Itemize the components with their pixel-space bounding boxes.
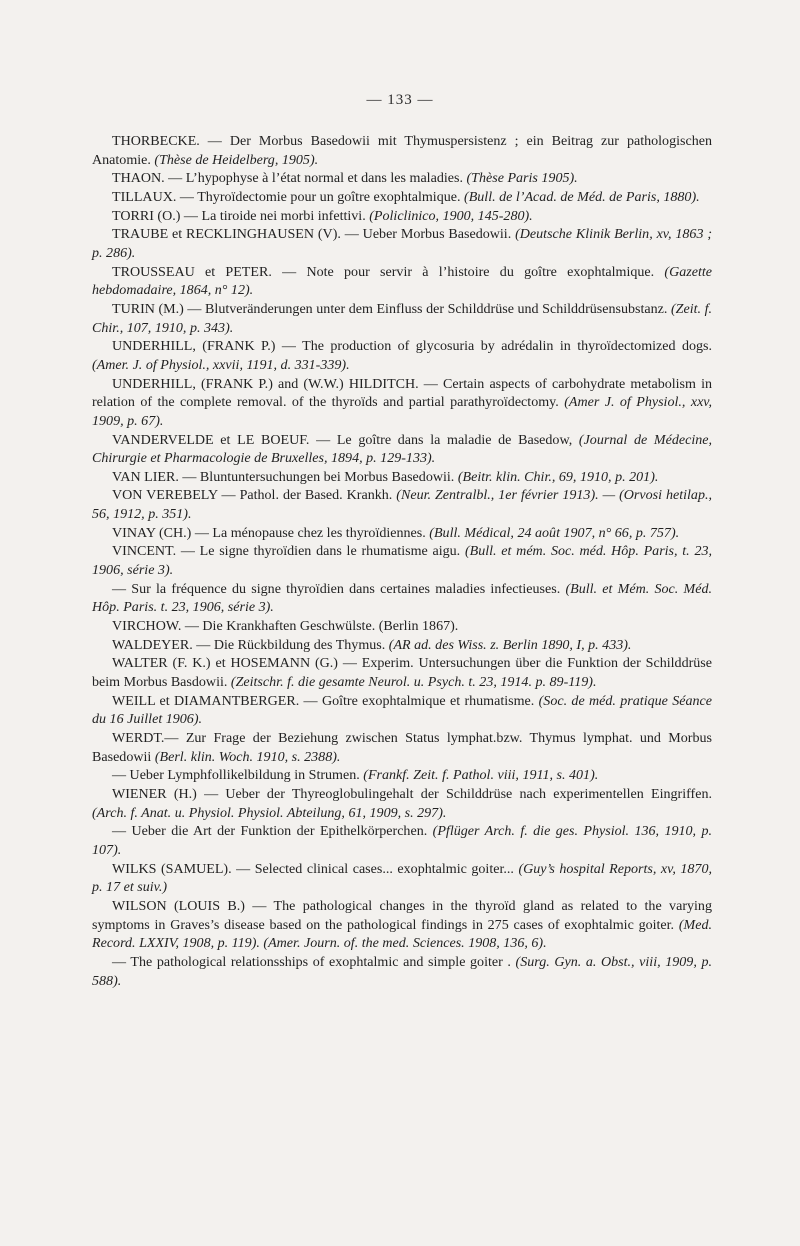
- entry-reference: (Thèse de Heidelberg, 1905).: [154, 151, 319, 168]
- entry-text: The pathological relationsships of exophtalmic and simple goiter .: [126, 953, 516, 970]
- bibliography-entry: [92, 524, 712, 543]
- bibliography-entry: [92, 468, 712, 487]
- entry-reference: (Pflüger Arch. f. die ges. Physiol. 136, 1910, p. 107).: [92, 823, 712, 858]
- entry-reference: (Guy’s hospital Reports, xv, 1870, p. 17 et suiv.): [92, 860, 712, 896]
- bibliography-entry: [92, 897, 712, 953]
- bibliography-entry: [92, 580, 712, 617]
- entry-author: THORBECKE.: [112, 133, 200, 149]
- entry-author: VANDERVELDE et LE BOEUF.: [112, 431, 310, 448]
- entry-text: — Der Morbus Basedowii mit Thymuspersistenz ; ein Beitrag zur pathologischen Anatomie.: [92, 133, 712, 168]
- entry-text: — Ueber der Thyreoglobulingehalt der Schilddrüse nach experimentellen Eingriffen.: [196, 785, 712, 802]
- entry-text: — Le signe thyroïdien dans le rhumatisme aigu.: [176, 543, 465, 560]
- entry-reference: (Policlinico, 1900, 145-280).: [369, 207, 533, 224]
- entry-reference: (AR ad. des Wiss. z. Berlin 1890, I, p. 433).: [388, 636, 632, 653]
- entry-text: Ueber die Art der Funktion der Epithelkörperchen.: [126, 823, 433, 840]
- bibliography-entry: [92, 654, 712, 691]
- bibliography-entry: [92, 225, 712, 262]
- bibliography-entry: [92, 431, 712, 468]
- entry-author: TILLAUX.: [112, 188, 177, 205]
- entry-text: — Die Rückbildung des Thymus.: [192, 636, 389, 653]
- entry-reference: (Bull. et mém. Soc. méd. Hôp. Paris, t. 23, 1906, série 3).: [92, 543, 712, 579]
- bibliography-entry: [92, 300, 712, 337]
- entry-text: — L’hypophyse à l’état normal et dans les maladies.: [164, 170, 467, 187]
- entry-reference: (Gazette hebdomadaire, 1864, n° 12).: [92, 263, 713, 299]
- bibliography-entry: [92, 692, 712, 729]
- entry-reference: (Bull. de l’Acad. de Méd. de Paris, 1880).: [464, 188, 700, 205]
- entry-author: TRAUBE et RECKLINGHAUSEN (V).: [112, 226, 341, 243]
- entry-text: — La ménopause chez les thyroïdiennes.: [191, 524, 430, 541]
- entry-text: Sur la fréquence du signe thyroïdien dans certaines maladies infectieuses.: [126, 580, 566, 597]
- bibliography-list: [92, 132, 712, 990]
- entry-reference: (Amer J. of Physiol., xxv, 1909, p. 67).: [92, 394, 713, 429]
- entry-reference: (Beitr. klin. Chir., 69, 1910, p. 201).: [457, 468, 659, 485]
- entry-author: THAON.: [112, 170, 165, 187]
- bibliography-entry: [92, 636, 712, 655]
- entry-author: WALDEYER.: [112, 636, 193, 653]
- entry-reference: (Med. Record. LXXIV, 1908, p. 119). (Amer. Journ. of. the med. Sciences. 1908, 136, 6).: [92, 916, 712, 952]
- entry-reference: (Bull. Médical, 24 août 1907, n° 66, p. 757).: [429, 524, 680, 541]
- entry-text: and (W.W.) HILDITCH. — Certain aspects of carbohydrate metabolism in relation of the complete removal. of the thyroïds and partial parathyroïdectomy.: [92, 375, 713, 411]
- entry-text: — La tiroide nei morbi infettivi.: [180, 207, 370, 224]
- entry-author: —: [112, 580, 127, 597]
- entry-author: UNDERHILL, (FRANK P.): [112, 375, 273, 392]
- entry-author: TROUSSEAU et PETER.: [112, 263, 272, 280]
- entry-text: — The production of glycosuria by adrédalin in thyroïdectomized dogs.: [275, 338, 712, 355]
- entry-reference: (Journal de Médecine, Chirurgie et Pharmacologie de Bruxelles, 1894, p. 129-133).: [92, 431, 712, 467]
- entry-author: WEILL et DIAMANTBERGER.: [112, 692, 300, 709]
- entry-author: WIENER (H.): [112, 785, 197, 802]
- entry-author: WERDT.: [112, 730, 165, 746]
- entry-text: — Thyroïdectomie pour un goître exophtalmique.: [176, 188, 465, 205]
- entry-reference: (Deutsche Klinik Berlin, xv, 1863 ; p. 286).: [92, 226, 712, 261]
- entry-reference: (Bull. et Mém. Soc. Méd. Hôp. Paris. t. 23, 1906, série 3).: [92, 580, 712, 616]
- entry-reference: (Zeitschr. f. die gesamte Neurol. u. Psych. t. 23, 1914. p. 89-119).: [230, 674, 597, 691]
- entry-reference: (Surg. Gyn. a. Obst., viii, 1909, p. 588).: [92, 953, 712, 989]
- entry-author: VINCENT.: [112, 543, 177, 560]
- entry-reference: (Neur. Zentralbl., 1er février 1913). — (Orvosi hetilap., 56, 1912, p. 351).: [92, 487, 712, 523]
- bibliography-entry: [92, 169, 712, 188]
- entry-author: VINAY (CH.): [112, 524, 192, 541]
- bibliography-entry: [92, 860, 712, 897]
- bibliography-entry: [92, 542, 712, 579]
- entry-reference: (Thèse Paris 1905).: [466, 170, 578, 187]
- entry-text: — Selected clinical cases... exophtalmic goiter...: [231, 860, 519, 877]
- entry-text: — Zur Frage der Beziehung zwischen Status lymphat.bzw. Thymus lymphat. und Morbus Basedowii: [92, 730, 712, 765]
- bibliography-entry: [92, 188, 712, 207]
- entry-text: — Pathol. der Based. Krankh.: [217, 487, 397, 504]
- bibliography-entry: [92, 766, 712, 785]
- entry-author: —: [112, 953, 127, 970]
- entry-author: VIRCHOW.: [112, 618, 182, 635]
- entry-author: WILKS (SAMUEL).: [112, 860, 232, 877]
- entry-reference: (Frankf. Zeit. f. Pathol. viii, 1911, s. 401).: [363, 767, 599, 784]
- entry-reference: (Arch. f. Anat. u. Physiol. Physiol. Abteilung, 61, 1909, s. 297).: [92, 804, 447, 821]
- page-number: — 133 —: [366, 92, 434, 108]
- bibliography-entry: [92, 132, 712, 169]
- bibliography-entry: [92, 729, 712, 766]
- entry-text: — Die Krankhaften Geschwülste. (Berlin 1867).: [181, 618, 459, 635]
- entry-text: — Goître exophtalmique et rhumatisme.: [299, 692, 539, 709]
- entry-author: WALTER (F. K.) et HOSEMANN (G.): [112, 655, 338, 672]
- bibliography-entry: [92, 486, 712, 523]
- entry-text: — Ueber Morbus Basedowii.: [340, 226, 516, 243]
- bibliography-entry: [92, 375, 712, 431]
- bibliography-entry: [92, 785, 712, 822]
- entry-author: WILSON (LOUIS B.): [112, 897, 245, 914]
- entry-text: — Blutveränderungen unter dem Einfluss der Schilddrüse und Schilddrüsensubstanz.: [183, 300, 671, 317]
- entry-author: UNDERHILL, (FRANK P.): [112, 338, 276, 355]
- entry-author: —: [112, 823, 127, 840]
- entry-text: — Experim. Untersuchungen über die Funktion der Schilddrüse beim Morbus Basdowii.: [92, 655, 713, 691]
- entry-author: VON VEREBELY: [112, 487, 218, 504]
- entry-reference: (Amer. J. of Physiol., xxvii, 1191, d. 331-339).: [92, 356, 350, 373]
- entry-reference: (Berl. klin. Woch. 1910, s. 2388).: [154, 748, 341, 765]
- bibliography-entry: [92, 822, 712, 859]
- bibliography-entry: [92, 207, 712, 226]
- entry-author: —: [112, 767, 127, 784]
- entry-author: TURIN (M.): [112, 300, 184, 317]
- entry-text: — The pathological changes in the thyroïd gland as related to the varying symptoms in Graves’s disease based on the pathological findings in 275 cases of exophtalmic goiter.: [92, 897, 712, 933]
- entry-reference: (Soc. de méd. pratique Séance du 16 Juillet 1906).: [92, 692, 712, 728]
- entry-author: VAN LIER.: [112, 468, 179, 485]
- bibliography-entry: [92, 617, 712, 636]
- entry-text: Ueber Lymphfollikelbildung in Strumen.: [126, 767, 364, 784]
- entry-author: TORRI (O.): [112, 207, 181, 224]
- bibliography-entry: [92, 953, 712, 990]
- entry-text: — Bluntuntersuchungen bei Morbus Basedowii.: [178, 468, 458, 485]
- entry-reference: (Zeit. f. Chir., 107, 1910, p. 343).: [92, 300, 712, 336]
- entry-text: — Note pour servir à l’histoire du goître exophtalmique.: [271, 263, 665, 280]
- bibliography-entry: [92, 263, 712, 300]
- bibliography-entry: [92, 337, 712, 374]
- entry-text: — Le goître dans la maladie de Basedow,: [309, 431, 579, 448]
